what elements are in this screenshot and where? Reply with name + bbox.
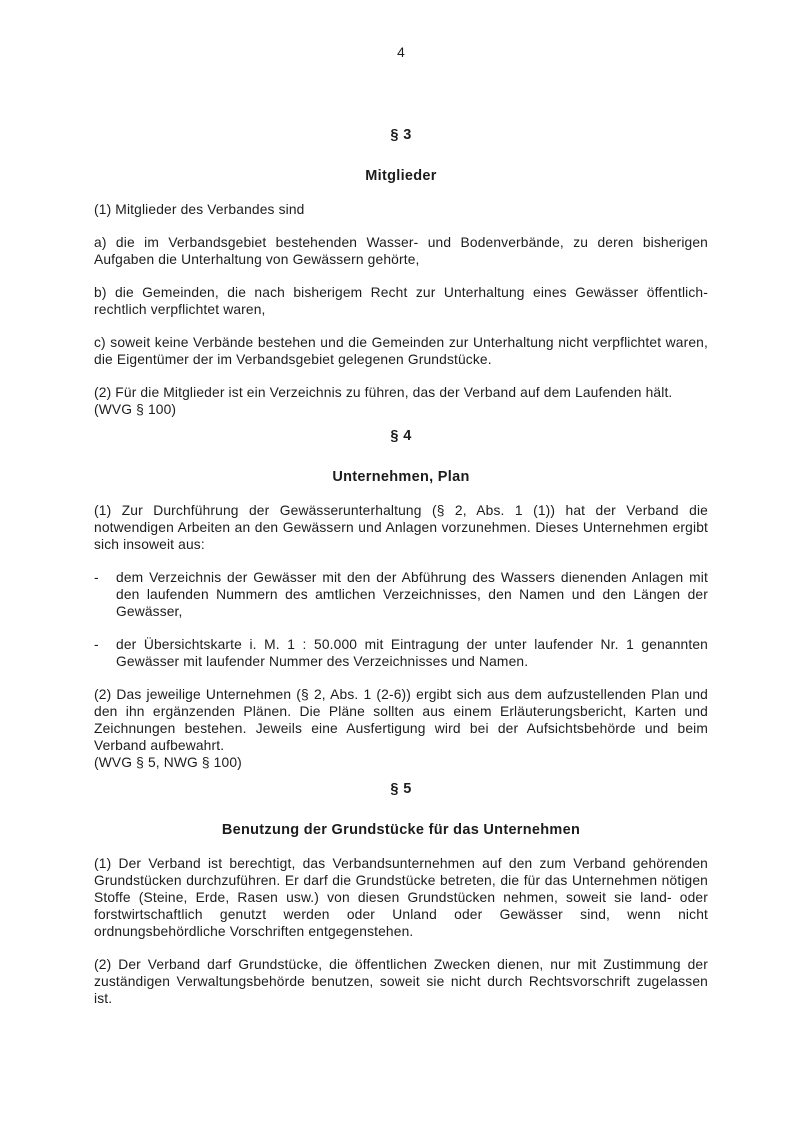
list-item-text: dem Verzeichnis der Gewässer mit den der Abführung des Wassers dienenden Anlagen mit den laufenden Nummern des amtlichen Verzeichnisses, den Namen und den Längen der Gewässer, (116, 570, 708, 619)
section-par-4 (94, 428, 708, 771)
paragraph-2: (2) Für die Mitglieder ist ein Verzeichnis zu führen, das der Verband auf dem Laufenden hält. (94, 385, 673, 400)
list-item (94, 569, 708, 620)
section-4-title: Unternehmen, Plan (332, 469, 470, 485)
dash-marker: - (94, 637, 99, 652)
paragraph-item-b: b) die Gemeinden, die nach bisherigem Recht zur Unterhaltung eines Gewässer öffentlich-rechtlich verpflichtet waren, (94, 285, 708, 317)
legal-citation: (WVG § 5, NWG § 100) (94, 755, 242, 770)
section-par-5 (94, 781, 708, 1007)
section-5-title: Benutzung der Grundstücke für das Unternehmen (221, 822, 581, 838)
list-item-text: der Übersichtskarte i. M. 1 : 50.000 mit Eintragung der unter laufender Nr. 1 genannten Gewässer mit laufender Nummer des Verzeichnisses und Namen. (116, 637, 708, 669)
paragraph-1: (1) Zur Durchführung der Gewässerunterhaltung (§ 2, Abs. 1 (1)) hat der Verband die notwendigen Arbeiten an den Gewässern und Anlagen vorzunehmen. Dieses Unternehmen ergibt sich insoweit aus: (94, 503, 708, 552)
legal-citation: (WVG § 100) (94, 402, 177, 417)
section-3-title: Mitglieder (365, 168, 437, 184)
section-3-mark: § 3 (390, 127, 412, 143)
section-par-3 (94, 127, 708, 418)
paragraph-intro: (1) Mitglieder des Verbandes sind (94, 202, 305, 217)
section-5-mark: § 5 (390, 781, 412, 797)
section-4-mark: § 4 (390, 428, 412, 444)
paragraph-item-c: c) soweit keine Verbände bestehen und die Gemeinden zur Unterhaltung nicht verpflichtet waren, die Eigentümer der im Verbandsgebiet gelegenen Grundstücke. (94, 335, 708, 367)
dash-marker: - (94, 570, 99, 585)
paragraph-2: (2) Der Verband darf Grundstücke, die öffentlichen Zwecken dienen, nur mit Zustimmung der zuständigen Verwaltungsbehörde benutzen, soweit sie nicht durch Rechtsvorschrift zugelassen ist. (94, 957, 708, 1006)
paragraph-2: (2) Das jeweilige Unternehmen (§ 2, Abs. 1 (2-6)) ergibt sich aus dem aufzustellenden Plan und den ihn ergänzenden Plänen. Die Pläne sollten aus einem Erläuterungsbericht, Karten und Zeichnungen bestehen. Jeweils eine Ausfertigung wird bei der Aufsichtsbehörde und beim Verband aufbewahrt. (94, 687, 708, 753)
paragraph-item-a: a) die im Verbandsgebiet bestehenden Wasser- und Bodenverbände, zu deren bisherigen Aufgaben die Unterhaltung von Gewässern gehörte, (94, 235, 708, 267)
list-item (94, 636, 708, 670)
page-number: 4 (397, 45, 405, 60)
paragraph-1: (1) Der Verband ist berechtigt, das Verbandsunternehmen auf den zum Verband gehörenden Grundstücken durchzuführen. Er darf die Grundstücke betreten, die für das Unternehmen nötigen Stoffe (Steine, Erde, Rasen usw.) von diesen Grundstücken nehmen, soweit sie land- oder forstwirtschaftlich genutzt werden oder Unland oder Gewässer sind, wenn nicht ordnungsbehördliche Vorschriften entgegenstehen. (94, 856, 708, 939)
